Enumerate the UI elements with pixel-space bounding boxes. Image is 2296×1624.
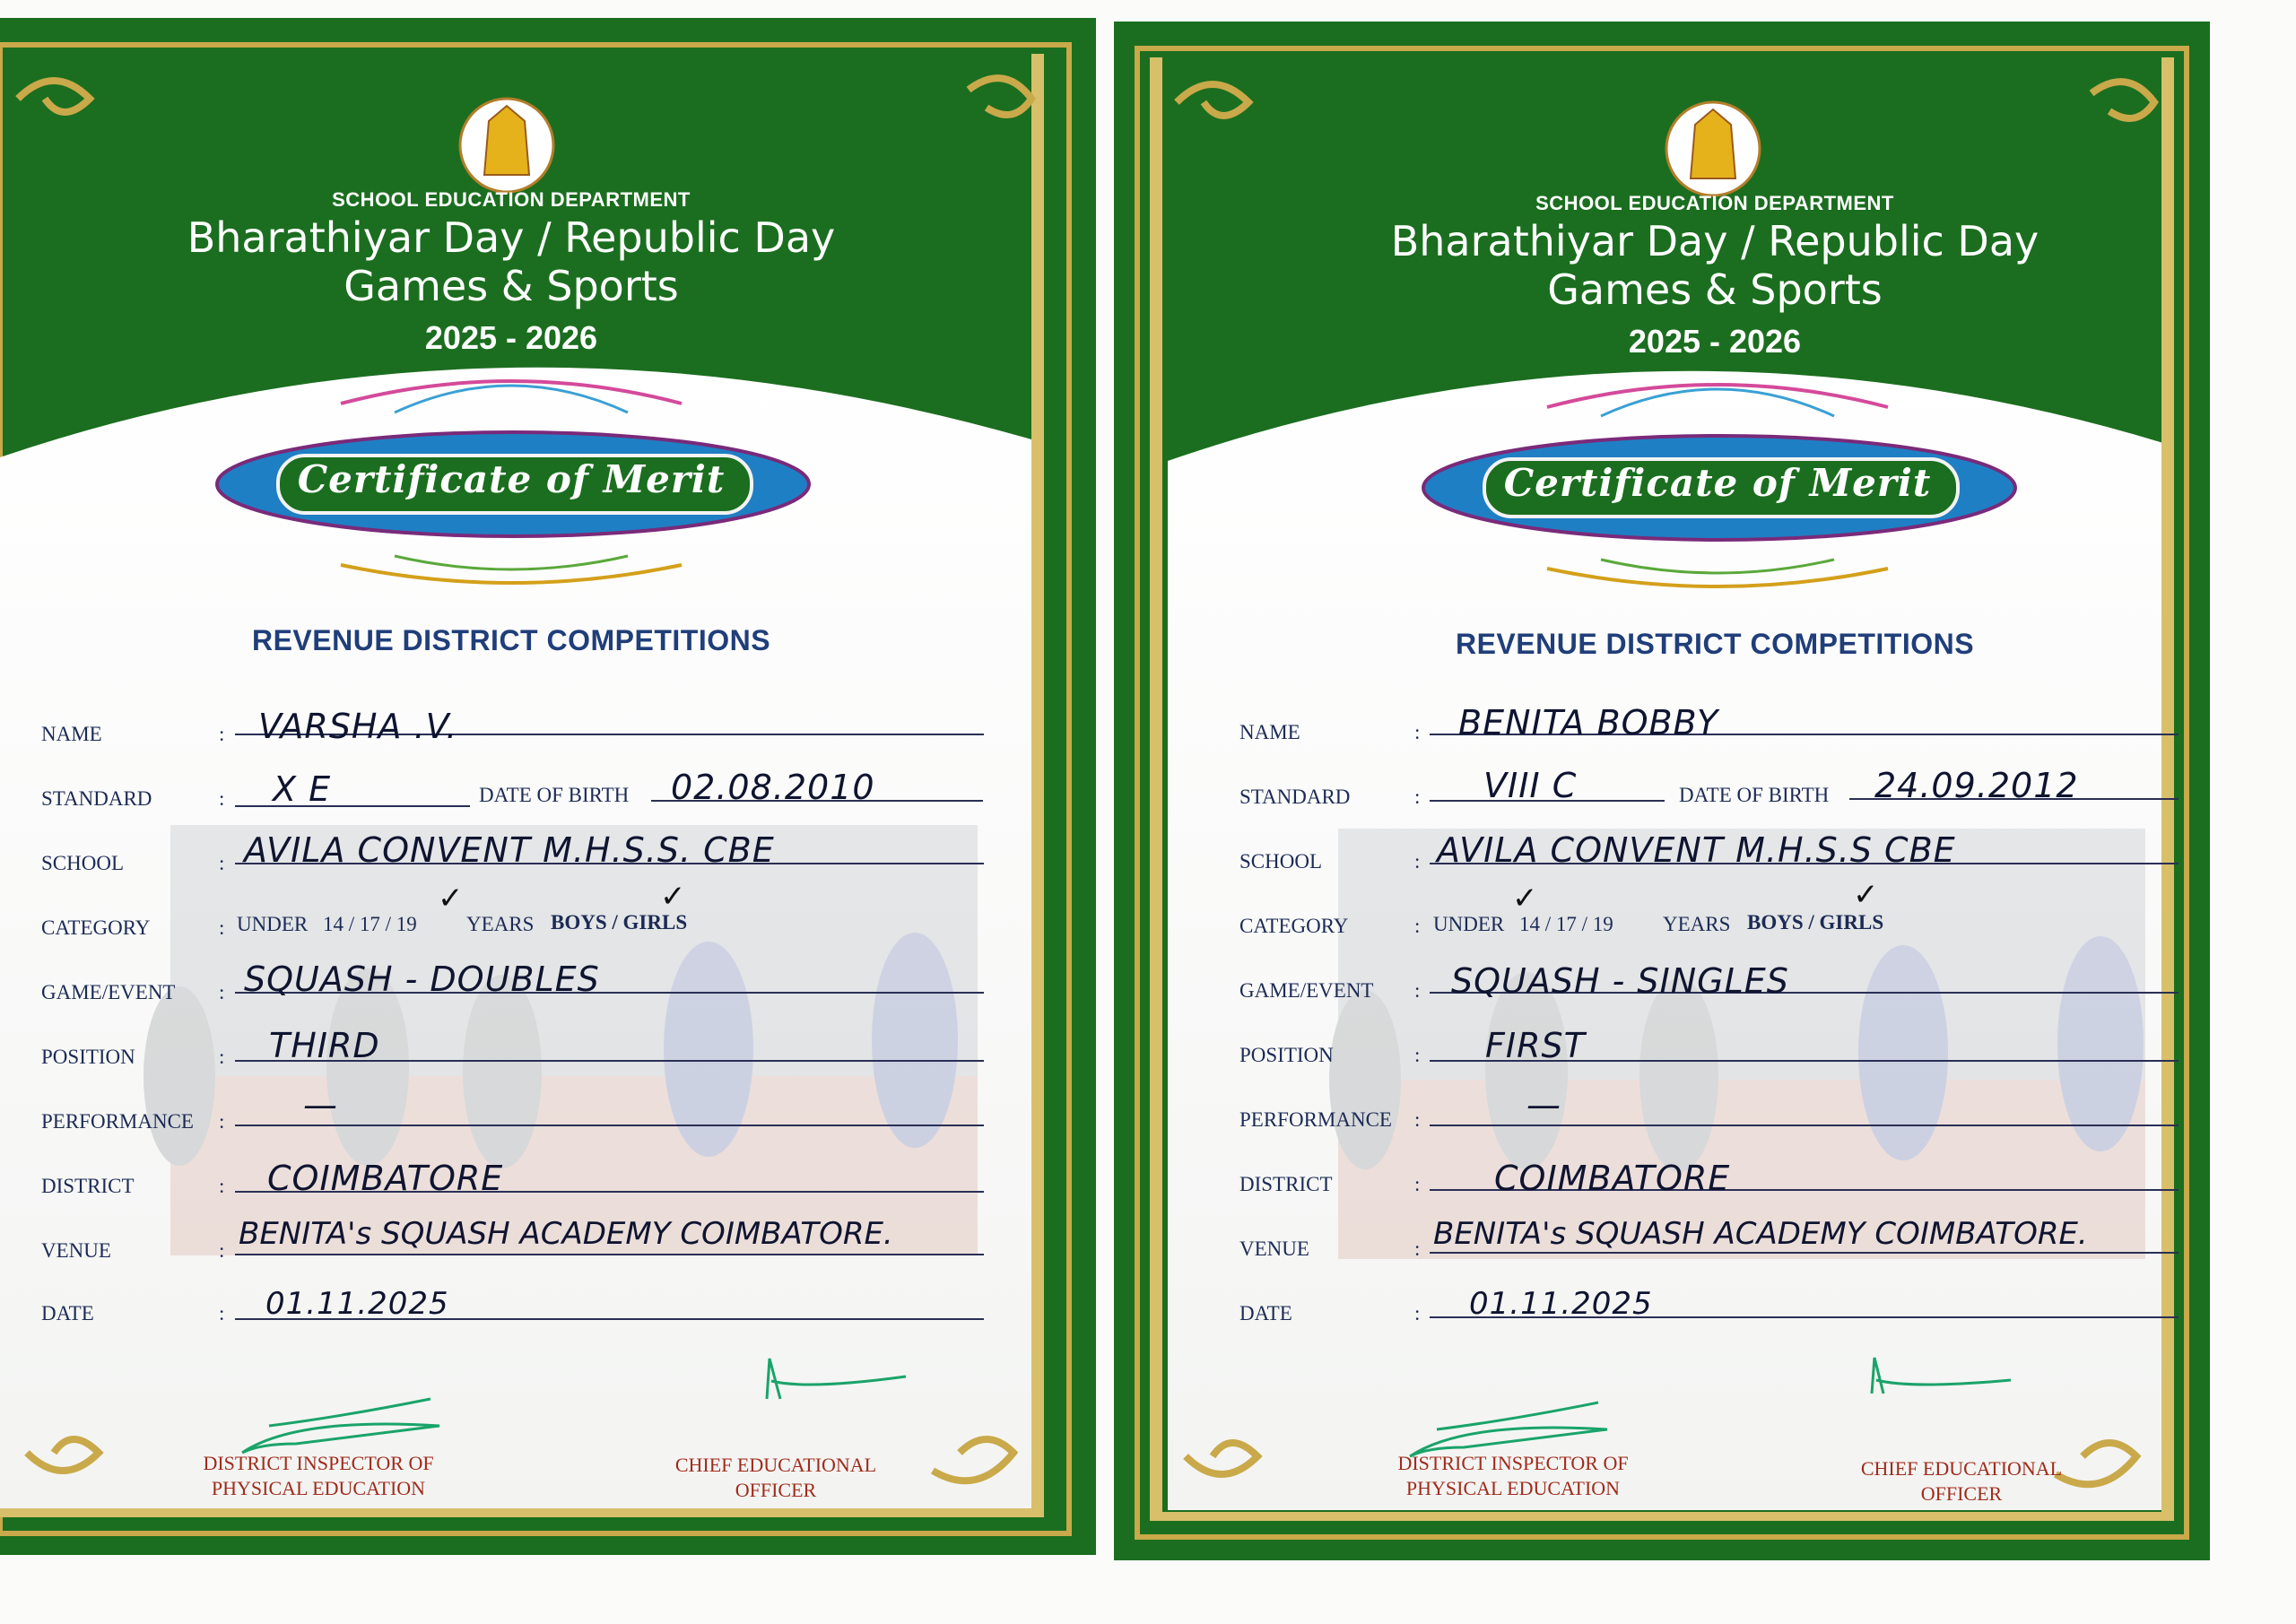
competition-level: REVENUE DISTRICT COMPETITIONS — [1455, 628, 1975, 660]
signatory-left-line1: DISTRICT INSPECTOR OF — [203, 1452, 434, 1474]
name-colon: : — [1414, 721, 1421, 743]
signatory-right-line2: OFFICER — [735, 1479, 817, 1501]
category-under: UNDER — [237, 913, 309, 935]
date-label: DATE — [41, 1302, 94, 1324]
standard-label: STANDARD — [1239, 786, 1351, 808]
standard-colon: : — [1414, 786, 1421, 808]
venue-line — [235, 1254, 984, 1255]
position-colon: : — [219, 1046, 225, 1068]
academic-years: 2025 - 2026 — [424, 319, 598, 356]
school-value: AVILA CONVENT M.H.S.S. CBE — [244, 830, 775, 870]
category-ages: 14 / 17 / 19 — [1519, 913, 1613, 935]
name-label: NAME — [1239, 721, 1300, 743]
signatory-left-line2: PHYSICAL EDUCATION — [1405, 1477, 1621, 1499]
signatory-chief-educational-officer — [1813, 1456, 2109, 1507]
certificate-left — [0, 18, 1096, 1555]
dob-label: DATE OF BIRTH — [479, 784, 630, 806]
game-value: SQUASH - DOUBLES — [244, 960, 600, 999]
district-value: COIMBATORE — [267, 1159, 504, 1198]
event-title-line1: Bharathiyar Day / Republic Day — [1390, 217, 2039, 265]
signatory-right-line2: OFFICER — [1920, 1482, 2003, 1505]
venue-line — [1430, 1252, 2179, 1254]
category-ages: 14 / 17 / 19 — [323, 913, 417, 935]
date-value: 01.11.2025 — [265, 1286, 449, 1322]
game-label: GAME/EVENT — [41, 981, 176, 1003]
signatory-right-line1: CHIEF EDUCATIONAL — [674, 1454, 877, 1476]
district-label: DISTRICT — [41, 1175, 135, 1197]
performance-value: — — [303, 1085, 338, 1125]
department-name: SCHOOL EDUCATION DEPARTMENT — [1535, 192, 1894, 214]
category-gender: BOYS / GIRLS — [1747, 911, 1884, 934]
signatory-district-inspector — [1365, 1451, 1661, 1501]
dob-label: DATE OF BIRTH — [1679, 784, 1830, 806]
signatory-right-line1: CHIEF EDUCATIONAL — [1860, 1457, 2063, 1480]
date-colon: : — [1414, 1302, 1421, 1324]
date-label: DATE — [1239, 1302, 1292, 1324]
signatory-left-line2: PHYSICAL EDUCATION — [211, 1477, 426, 1499]
school-colon: : — [219, 852, 225, 874]
category-years: YEARS — [1663, 913, 1731, 935]
position-label: POSITION — [41, 1046, 135, 1068]
venue-label: VENUE — [41, 1239, 111, 1262]
performance-label: PERFORMANCE — [1239, 1108, 1392, 1131]
event-title-line2: Games & Sports — [1547, 265, 1883, 314]
venue-label: VENUE — [1239, 1238, 1309, 1260]
performance-line — [1430, 1125, 2179, 1126]
venue-colon: : — [219, 1239, 225, 1262]
venue-value: BENITA's SQUASH ACADEMY COIMBATORE. — [239, 1216, 893, 1252]
signatory-chief-educational-officer — [628, 1453, 924, 1503]
standard-line — [235, 805, 470, 807]
position-colon: : — [1414, 1044, 1421, 1066]
tick-mark-age: ✓ — [438, 881, 464, 916]
tick-mark-gender: ✓ — [660, 879, 686, 915]
category-gender: BOYS / GIRLS — [551, 911, 688, 934]
tick-mark-age: ✓ — [1512, 881, 1538, 916]
district-colon: : — [1414, 1173, 1421, 1195]
name-value: VARSHA .V. — [258, 707, 458, 746]
district-colon: : — [219, 1175, 225, 1197]
performance-colon: : — [219, 1110, 225, 1133]
date-value: 01.11.2025 — [1469, 1286, 1653, 1322]
performance-value: — — [1526, 1085, 1561, 1125]
venue-value: BENITA's SQUASH ACADEMY COIMBATORE. — [1433, 1216, 2088, 1252]
standard-value: X E — [273, 769, 332, 809]
signatory-left-line1: DISTRICT INSPECTOR OF — [1397, 1452, 1629, 1474]
category-years: YEARS — [466, 913, 535, 935]
signatory-district-inspector — [170, 1451, 466, 1501]
position-value: FIRST — [1485, 1026, 1586, 1065]
district-label: DISTRICT — [1239, 1173, 1333, 1195]
event-title-line1: Bharathiyar Day / Republic Day — [187, 213, 836, 262]
game-label: GAME/EVENT — [1239, 979, 1374, 1002]
standard-colon: : — [219, 787, 225, 810]
name-colon: : — [219, 723, 225, 745]
standard-label: STANDARD — [41, 787, 152, 810]
certificate-of-merit-banner: Certificate of Merit — [297, 457, 726, 501]
performance-colon: : — [1414, 1108, 1421, 1131]
category-under: UNDER — [1433, 913, 1505, 935]
school-value: AVILA CONVENT M.H.S.S CBE — [1437, 830, 1956, 870]
school-label: SCHOOL — [1239, 850, 1323, 873]
category-colon: : — [1414, 915, 1421, 937]
performance-line — [235, 1125, 984, 1126]
name-value: BENITA BOBBY — [1458, 703, 1719, 743]
game-value: SQUASH - SINGLES — [1451, 961, 1789, 1001]
competition-level: REVENUE DISTRICT COMPETITIONS — [251, 624, 771, 656]
event-title-line2: Games & Sports — [344, 262, 679, 310]
category-colon: : — [219, 916, 225, 939]
date-colon: : — [219, 1302, 225, 1324]
position-label: POSITION — [1239, 1044, 1334, 1066]
position-value: THIRD — [269, 1026, 380, 1065]
academic-years: 2025 - 2026 — [1628, 323, 1802, 360]
certificate-right — [1114, 22, 2210, 1560]
game-colon: : — [219, 981, 225, 1003]
performance-label: PERFORMANCE — [41, 1110, 194, 1133]
category-label: CATEGORY — [41, 916, 151, 939]
standard-value: VIII C — [1483, 766, 1578, 805]
dob-value: 24.09.2012 — [1874, 766, 2079, 805]
dob-value: 02.08.2010 — [671, 768, 875, 807]
district-value: COIMBATORE — [1494, 1159, 1731, 1198]
school-label: SCHOOL — [41, 852, 125, 874]
tick-mark-gender: ✓ — [1853, 877, 1879, 913]
category-label: CATEGORY — [1239, 915, 1349, 937]
name-label: NAME — [41, 723, 102, 745]
certificate-of-merit-banner: Certificate of Merit — [1503, 461, 1932, 505]
venue-colon: : — [1414, 1238, 1421, 1260]
department-name: SCHOOL EDUCATION DEPARTMENT — [332, 188, 691, 211]
game-colon: : — [1414, 979, 1421, 1002]
school-colon: : — [1414, 850, 1421, 873]
